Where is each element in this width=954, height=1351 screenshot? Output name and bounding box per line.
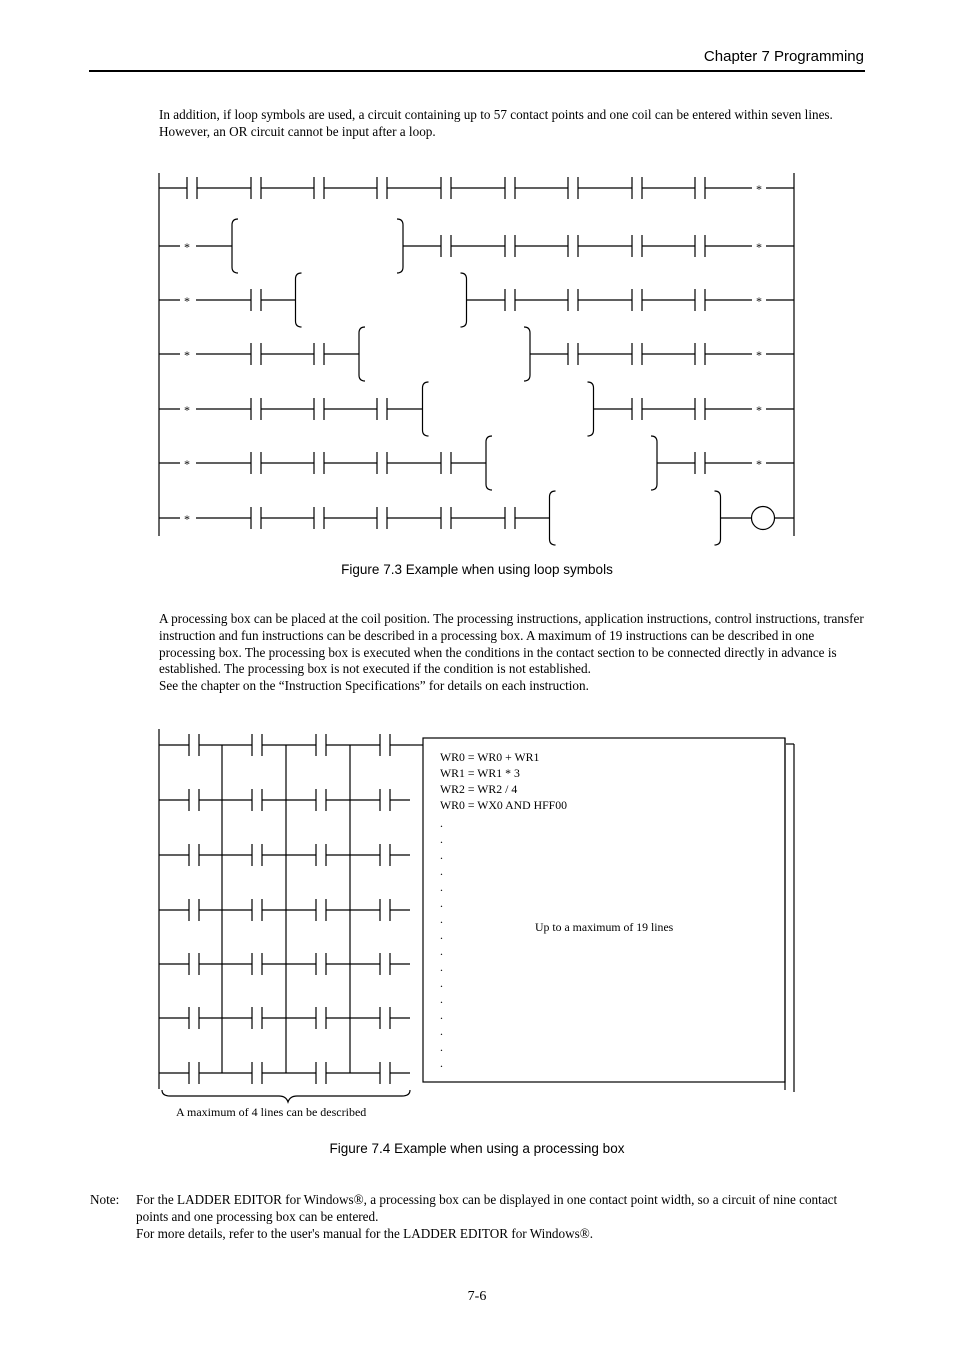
note-body [136,1192,866,1242]
contact-symbol [380,899,390,921]
contact-symbol [380,1007,390,1029]
contact-symbol [316,953,326,975]
brace-symbol [162,1090,410,1102]
instruction-line: WR0 = WR0 + WR1 [440,750,540,764]
contact-symbol [189,789,199,811]
loop-marker: * [184,512,190,526]
contact-symbol [316,1007,326,1029]
loop-marker: * [184,457,190,471]
loop-marker: * [756,240,762,254]
note-text-2: For more details, refer to the user's manual for the LADDER EDITOR for Windows®. [136,1225,594,1241]
loop-marker: * [756,457,762,471]
intro-text-2: However, an OR circuit cannot be input after a loop. [159,123,436,139]
contact-symbol [380,953,390,975]
contact-symbol [189,1007,199,1029]
loop-marker: * [184,294,190,308]
loop-marker: * [184,348,190,362]
contact-symbol [189,844,199,866]
contact-symbol [189,1062,199,1084]
contact-symbol [252,844,262,866]
contact-symbol [189,899,199,921]
contact-symbol [316,1062,326,1084]
contact-symbol [380,789,390,811]
note-label: Note: [90,1192,120,1207]
instruction-line: WR2 = WR2 / 4 [440,782,518,796]
continuation-dots: . . . . . . . . . . . . . . . . [440,816,443,1070]
loop-marker: * [756,403,762,417]
figure-7-3-caption: Figure 7.3 Example when using loop symbols [341,562,613,577]
contact-symbol [189,734,199,756]
loop-marker: * [756,182,762,196]
contact-symbol [380,844,390,866]
note-text-1: For the LADDER EDITOR for Windows®, a processing box can be displayed in one contact point width, so a circuit of nine contact points and one processing box can be entered. [136,1192,838,1224]
loop-marker: * [756,348,762,362]
intro-text-1: In addition, if loop symbols are used, a circuit containing up to 57 contact points and one coil can be entered within seven lines. [159,107,833,122]
contact-symbol [252,1062,262,1084]
contact-symbol [252,1007,262,1029]
chapter-header: Chapter 7 Programming [703,48,864,65]
loop-marker: * [756,294,762,308]
contact-symbol [252,789,262,811]
processing-box-instructions [440,749,567,813]
contact-symbol [252,734,262,756]
page-number: 7-6 [467,1289,487,1304]
instruction-line: WR0 = WX0 AND HFF00 [440,798,568,812]
contact-symbol [252,953,262,975]
contact-symbol [252,899,262,921]
contact-symbol [316,734,326,756]
loop-marker: * [184,240,190,254]
max-lines-note: Up to a maximum of 19 lines [535,920,674,934]
contact-symbol [316,789,326,811]
brace-label: A maximum of 4 lines can be described [176,1105,367,1119]
contact-symbol [316,899,326,921]
processing-box-text-2: See the chapter on the “Instruction Specifications” for details on each instruction. [159,678,589,694]
contact-symbol [380,734,390,756]
contact-symbol [189,953,199,975]
figure-7-4-caption: Figure 7.4 Example when using a processing box [329,1141,625,1156]
contact-symbol [316,844,326,866]
loop-marker: * [184,403,190,417]
contact-symbol [380,1062,390,1084]
processing-box-text-1: A processing box can be placed at the coil position. The processing instructions, application instructions, control instructions, transfer instruction and fun instructions can be described in a processing box. A maximum of 19 instructions can be described in one processing box. The processing box is executed when the conditions in the contact section to be connected directly in advance is established. The processing box is not executed if the condition is not established. [159,611,864,677]
instruction-line: WR1 = WR1 * 3 [440,766,520,780]
